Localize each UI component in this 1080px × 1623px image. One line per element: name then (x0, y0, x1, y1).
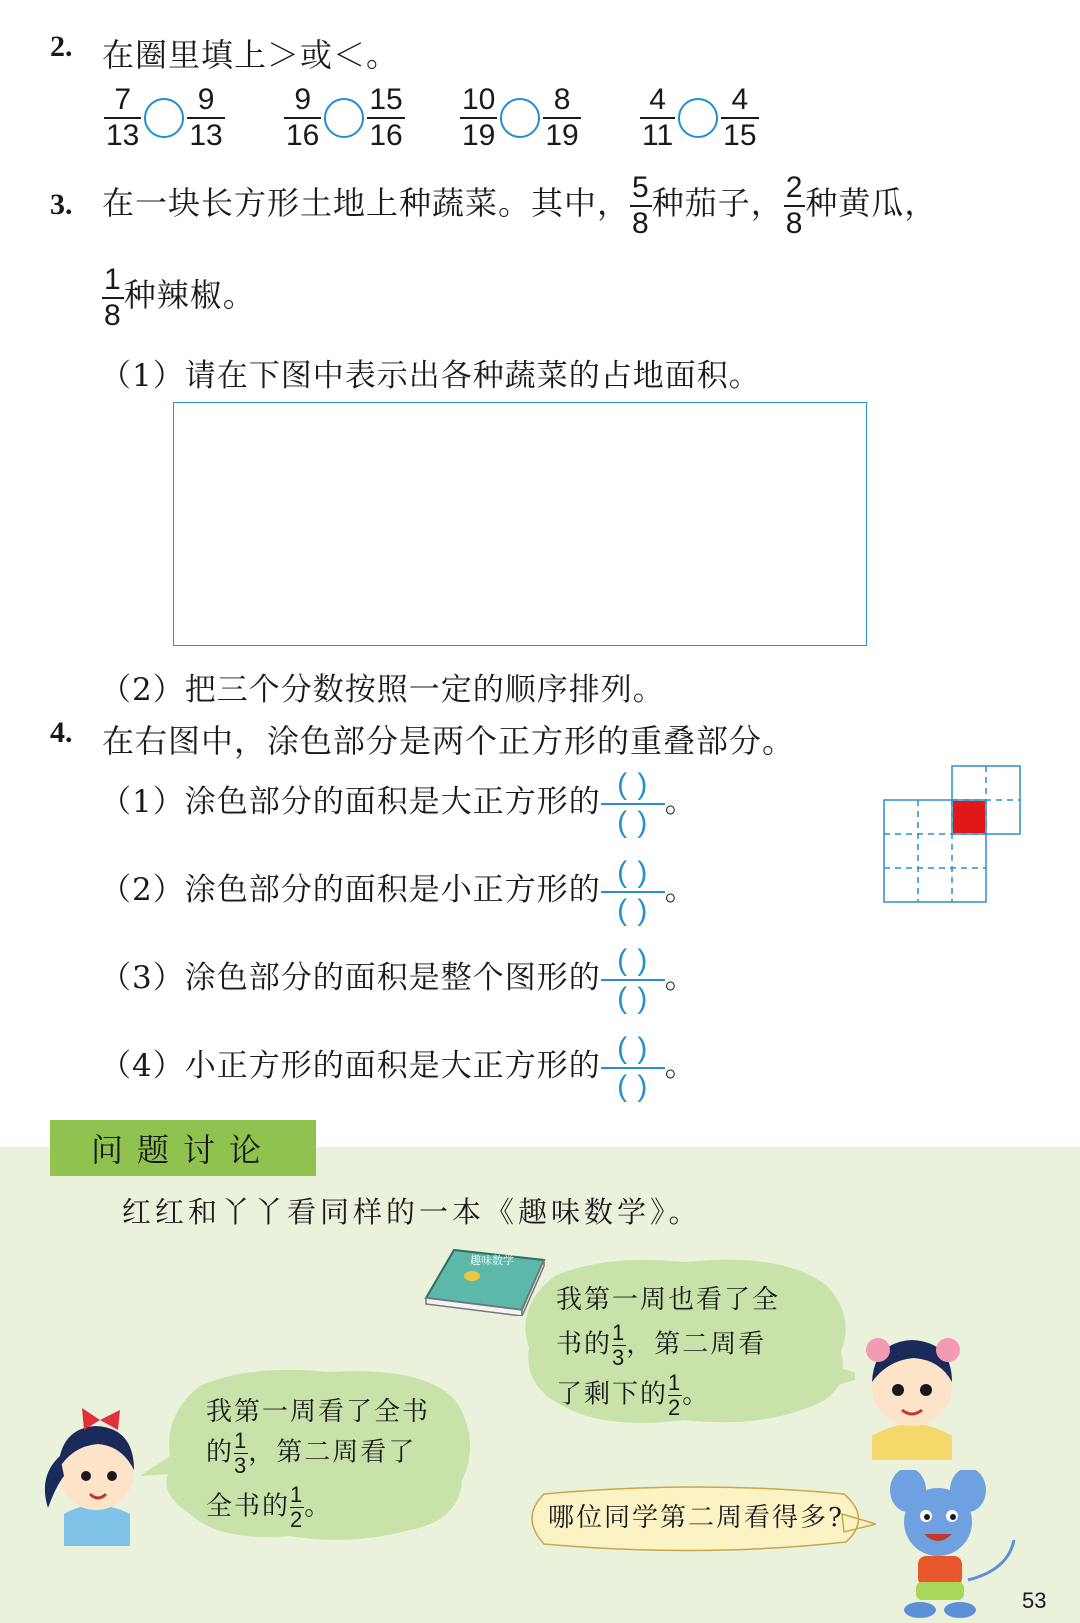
fraction: $\frac{7}{13}$ (106, 83, 140, 152)
q4-item-4 (100, 1028, 697, 1104)
bubble-right-line3 (556, 1372, 710, 1419)
bubble-right-text: 了剩下的 (556, 1379, 669, 1410)
q3-sub1: （1）请在下图中表示出各种蔬菜的占地面积。 (100, 358, 761, 394)
bubble-left-line3 (206, 1484, 332, 1531)
mouse-mascot-illustration (868, 1470, 1018, 1620)
fraction: $\frac{5}{8}$ (632, 170, 650, 240)
q4-item-3 (100, 940, 697, 1016)
q4-item-label: （2）涂色部分的面积是小正方形的 (100, 872, 601, 908)
fraction: $\frac{9}{16}$ (286, 83, 320, 152)
q2-pair-4 (640, 84, 759, 152)
q3-line1 (102, 168, 937, 240)
fraction: $\frac{15}{16}$ (369, 83, 403, 152)
fraction: $\frac{9}{13}$ (189, 83, 223, 152)
answer-circle[interactable] (324, 98, 364, 138)
period: 。 (664, 1048, 697, 1084)
fraction: $\frac{1}{3}$ (234, 1428, 249, 1478)
bubble-right-text: 。 (682, 1379, 711, 1410)
girl-yaya-illustration (852, 1316, 972, 1460)
q3-text-d: 种辣椒。 (123, 276, 256, 314)
fraction: $\frac{1}{3}$ (612, 1320, 627, 1370)
vegetable-plot-rectangle[interactable] (173, 402, 867, 646)
answer-circle[interactable] (678, 98, 718, 138)
fraction: $\frac{1}{8}$ (104, 262, 122, 332)
answer-blank-fraction[interactable]: ( ) ( ) (601, 856, 665, 928)
discussion-intro: 红红和丫丫看同样的一本《趣味数学》。 (122, 1195, 702, 1229)
bubble-right-text: 书的 (556, 1329, 613, 1360)
period: 。 (664, 784, 697, 820)
q3-sub2: （2）把三个分数按照一定的顺序排列。 (100, 672, 665, 708)
bubble-left-text: 全书的 (206, 1491, 291, 1522)
bubble-left-text: ，第二周看了 (248, 1437, 417, 1468)
fraction: $\frac{2}{8}$ (785, 170, 804, 240)
page-number: 53 (1022, 1588, 1047, 1613)
answer-circle[interactable] (500, 98, 540, 138)
q4-item-label: （1）涂色部分的面积是大正方形的 (100, 784, 601, 820)
q2-pair-2 (284, 84, 405, 152)
bubble-left-line1: 我第一周看了全书 (206, 1397, 431, 1427)
shaded-overlap (953, 801, 985, 833)
period: 。 (664, 872, 697, 908)
q2-text: 在圈里填上＞或＜。 (102, 36, 400, 74)
bubble-left-line2 (206, 1430, 416, 1477)
bubble-right-line2 (556, 1322, 766, 1369)
q3-line2 (102, 260, 256, 332)
fraction: $\frac{1}{2}$ (290, 1482, 305, 1532)
fraction: $\frac{4}{15}$ (723, 83, 757, 152)
q3-number: 3. (50, 188, 73, 221)
discussion-tag: 问题讨论 (50, 1120, 316, 1176)
answer-blank-fraction[interactable]: ( ) ( ) (601, 1032, 665, 1104)
q2-pairs (104, 84, 924, 154)
q4-text: 在右图中，涂色部分是两个正方形的重叠部分。 (102, 722, 796, 760)
q3-text-b: 种茄子， (651, 184, 784, 222)
fraction: $\frac{8}{19}$ (545, 83, 579, 152)
q3-text-a: 在一块长方形土地上种蔬菜。其中， (102, 184, 631, 222)
q3-text-c: 种黄瓜， (805, 184, 938, 222)
bubble-right-text: ，第二周看 (626, 1329, 767, 1360)
bubble-left-text: 的 (206, 1437, 235, 1468)
bubble-right-line1: 我第一周也看了全 (556, 1285, 781, 1315)
answer-circle[interactable] (144, 98, 184, 138)
q4-item-label: （3）涂色部分的面积是整个图形的 (100, 960, 601, 996)
q4-item-2 (100, 852, 697, 928)
q4-item-label: （4）小正方形的面积是大正方形的 (100, 1048, 601, 1084)
bubble-left-text: 。 (304, 1491, 333, 1522)
fraction: $\frac{1}{2}$ (668, 1370, 683, 1420)
answer-blank-fraction[interactable]: ( ) ( ) (601, 944, 665, 1016)
overlapping-squares-figure (880, 760, 1030, 910)
question-bubble-text: 哪位同学第二周看得多? (548, 1503, 844, 1533)
fraction: $\frac{10}{19}$ (462, 83, 496, 152)
q2-pair-3 (460, 84, 581, 152)
q4-number: 4. (50, 716, 73, 749)
q2-pair-1 (104, 84, 225, 152)
fraction: $\frac{4}{11}$ (642, 83, 674, 152)
q4-item-1 (100, 764, 697, 840)
q2-number: 2. (50, 30, 73, 63)
period: 。 (664, 960, 697, 996)
answer-blank-fraction[interactable]: ( ) ( ) (601, 768, 665, 840)
girl-honghong-illustration (34, 1396, 150, 1546)
book-title: 趣味数学 (470, 1254, 514, 1267)
